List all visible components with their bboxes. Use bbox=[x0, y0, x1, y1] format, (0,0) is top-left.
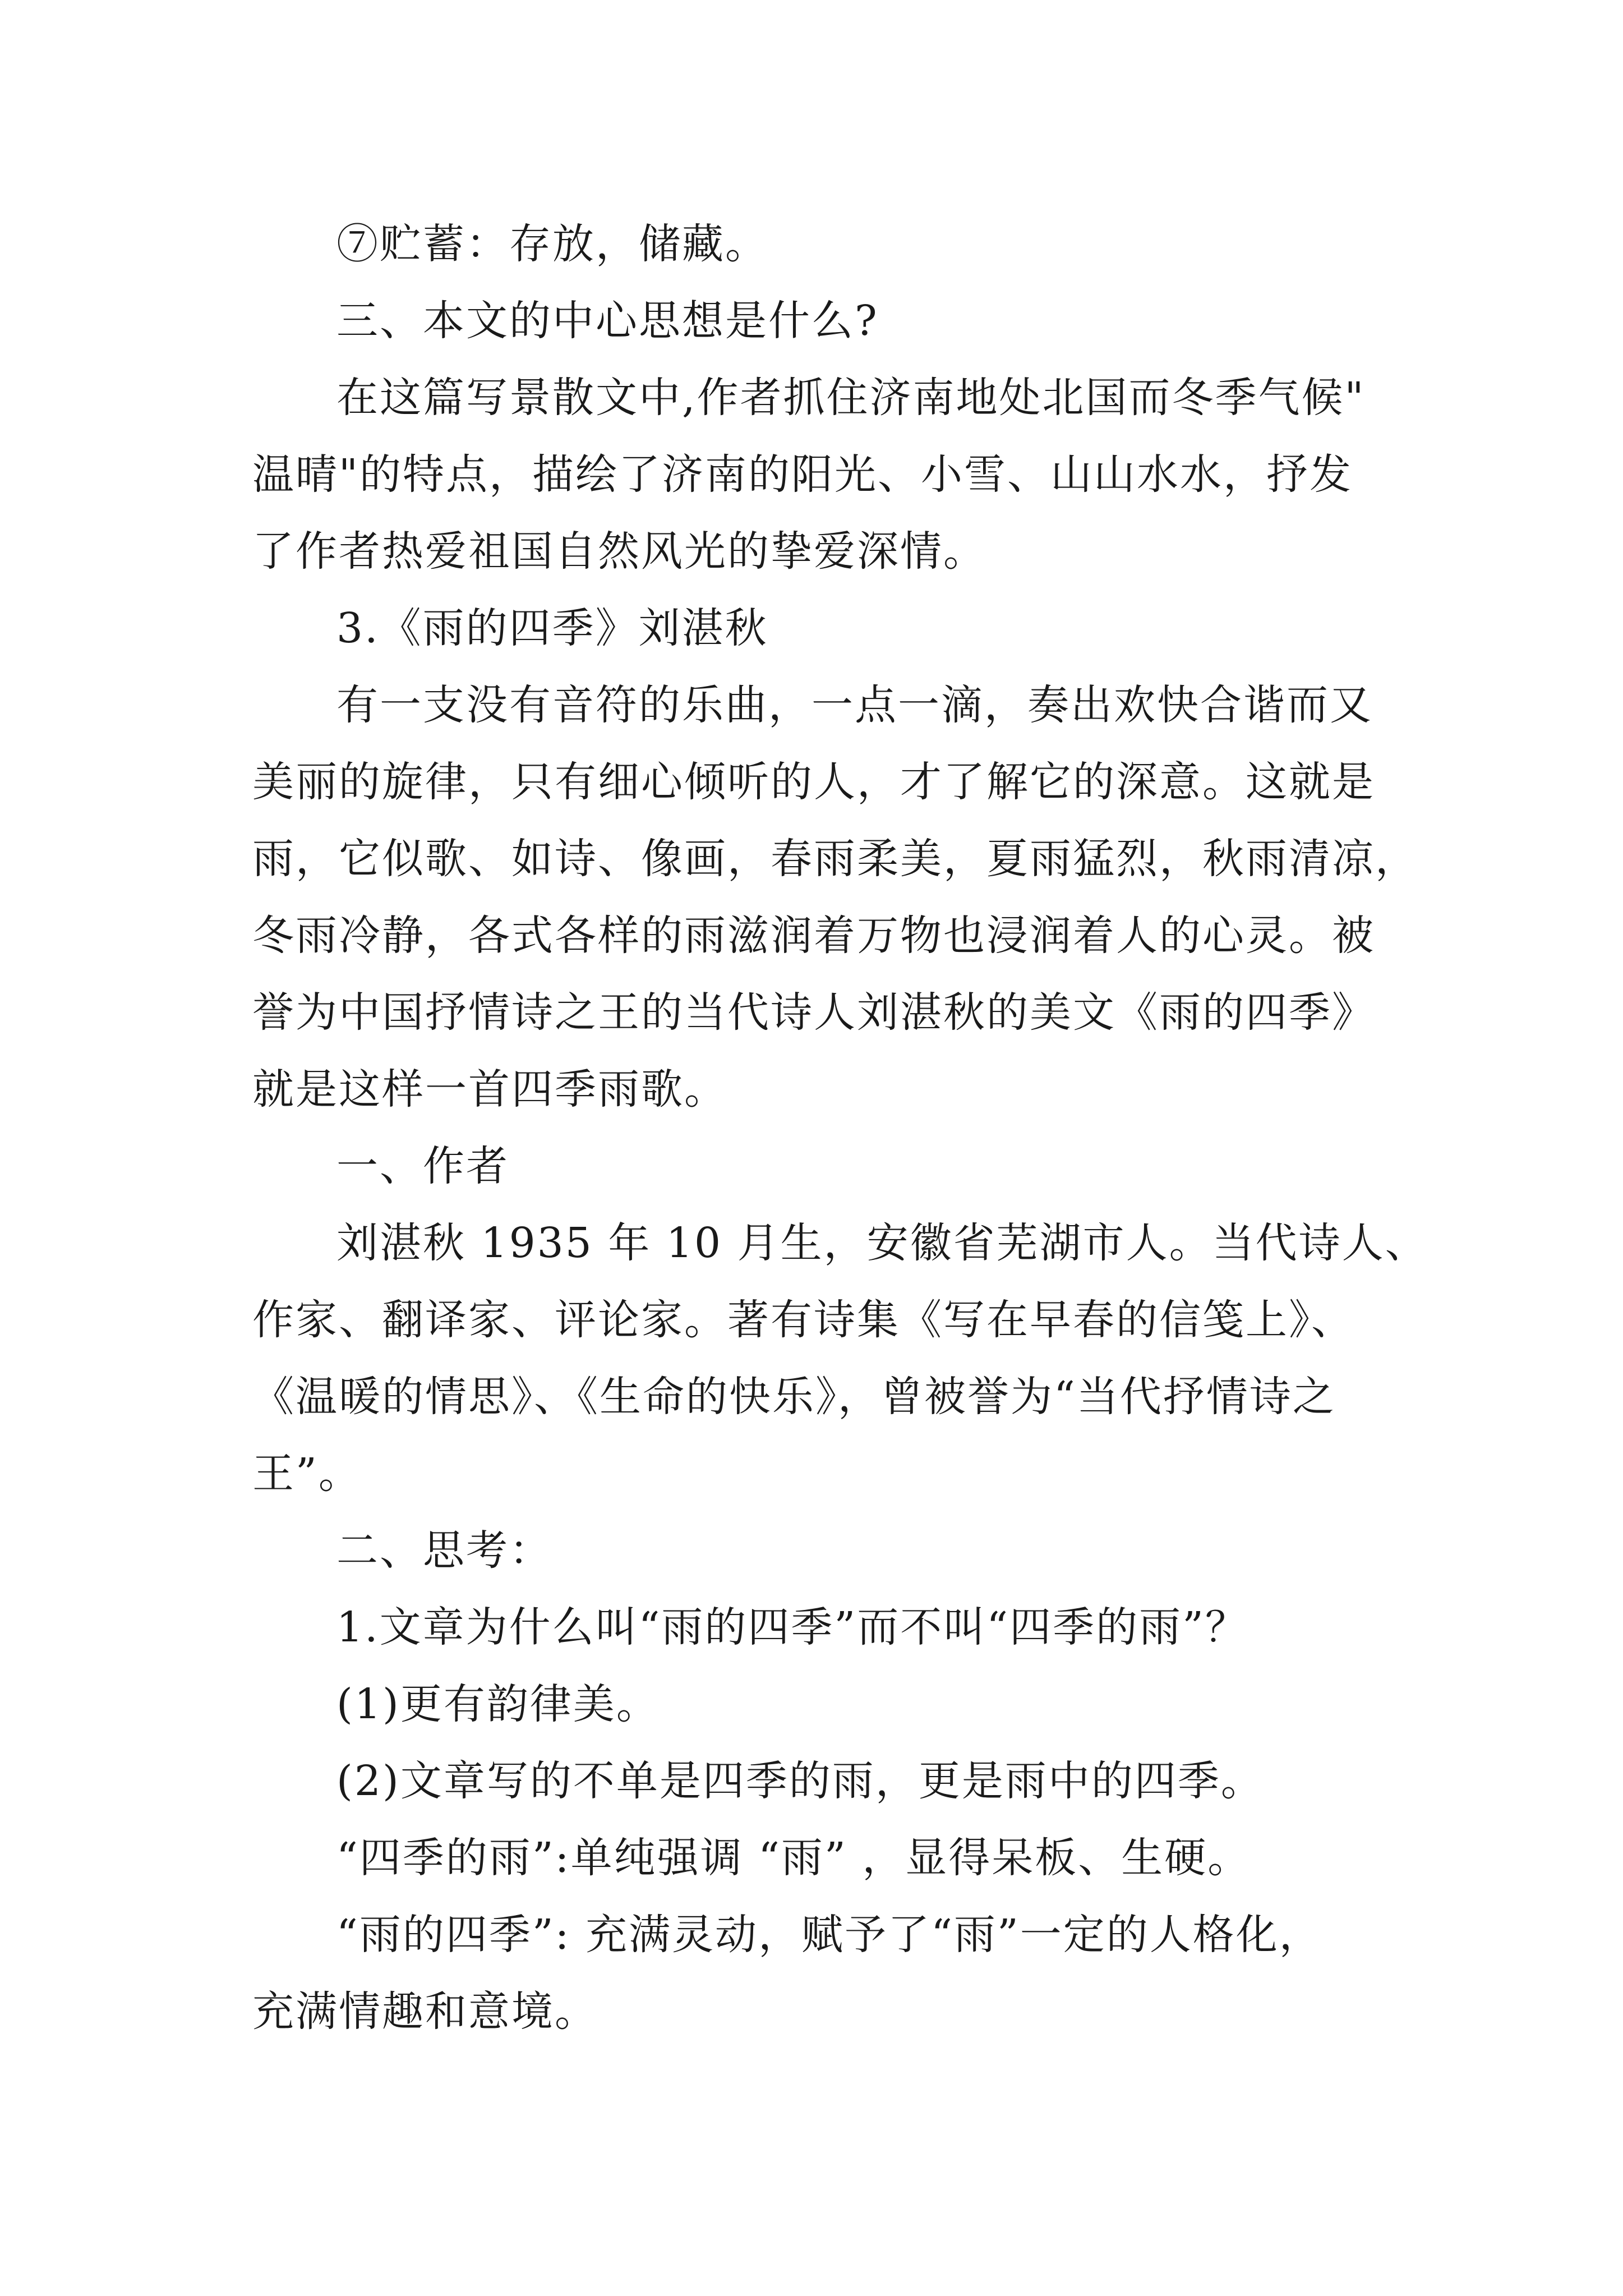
section-heading: 二、思考： bbox=[336, 1526, 552, 1575]
paragraph-line: 冬雨冷静，各式各样的雨滋润着万物也浸润着人的心灵。被 bbox=[252, 912, 1375, 960]
paragraph-line: 作家、翻译家、评论家。著有诗集《写在早春的信笺上》、 bbox=[252, 1296, 1354, 1344]
section-heading: 一、作者 bbox=[336, 1142, 509, 1190]
paragraph-line: 雨，它似歌、如诗、像画，春雨柔美，夏雨猛烈，秋雨清凉， bbox=[252, 835, 1418, 883]
answer-item: (1)更有韵律美。 bbox=[336, 1680, 660, 1728]
section-heading: 三、本文的中心思想是什么? bbox=[336, 297, 879, 345]
article-title: 3.《雨的四季》刘湛秋 bbox=[336, 604, 768, 652]
paragraph-line: 有一支没有音符的乐曲，一点一滴，奏出欢快合谐而又 bbox=[336, 681, 1373, 729]
paragraph-line: 誉为中国抒情诗之王的当代诗人刘湛秋的美文《雨的四季》 bbox=[252, 988, 1375, 1037]
answer-item: (2)文章写的不单是四季的雨，更是雨中的四季。 bbox=[336, 1757, 1264, 1805]
paragraph-line: 在这篇写景散文中,作者抓住济南地处北国而冬季气候" bbox=[336, 374, 1366, 422]
paragraph-line: 美丽的旋律，只有细心倾听的人，才了解它的深意。这就是 bbox=[252, 758, 1375, 806]
paragraph-line: 王”。 bbox=[252, 1450, 362, 1498]
paragraph-line: 刘湛秋 1935 年 10 月生，安徽省芜湖市人。当代诗人、 bbox=[336, 1219, 1428, 1267]
paragraph-line: 《温暖的情思》、《生命的快乐》，曾被誉为“当代抒情诗之 bbox=[252, 1373, 1336, 1421]
paragraph-line: “雨的四季”: 充满灵动，赋予了“雨”一定的人格化， bbox=[336, 1911, 1322, 1959]
paragraph-line: “四季的雨”:单纯强调 “雨” ，显得呆板、生硬。 bbox=[336, 1834, 1251, 1882]
paragraph-line: 充满情趣和意境。 bbox=[252, 1987, 598, 2036]
question-line: 1.文章为什么叫“雨的四季”而不叫“四季的雨”？ bbox=[336, 1603, 1248, 1651]
note-line-7: ⑦贮蓄：存放，储藏。 bbox=[336, 220, 768, 268]
paragraph-line: 就是这样一首四季雨歌。 bbox=[252, 1065, 727, 1114]
paragraph-line: 温晴"的特点，描绘了济南的阳光、小雪、山山水水，抒发 bbox=[252, 450, 1353, 499]
paragraph-line: 了作者热爱祖国自然风光的挚爱深情。 bbox=[252, 527, 986, 576]
